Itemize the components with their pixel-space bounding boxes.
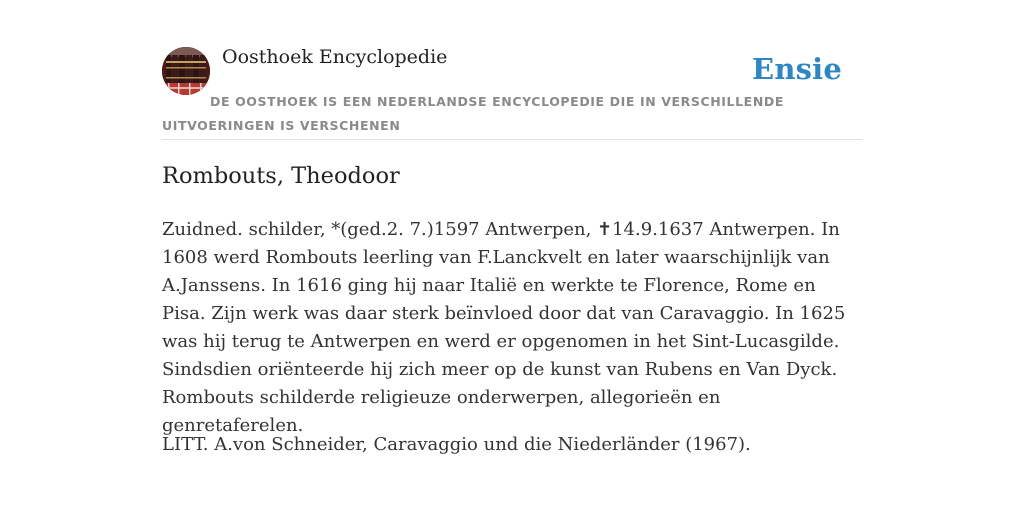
article-literature: LITT. A.von Schneider, Caravaggio und die Niederländer (1967). — [162, 434, 751, 455]
article-title: Rombouts, Theodoor — [162, 163, 400, 189]
page — [162, 0, 862, 455]
article-body: Zuidned. schilder, *(ged.2. 7.)1597 Antwerpen, ✝14.9.1637 Antwerpen. In 1608 werd Rombouts leerling van F.Lanckvelt en later waarschijnlijk van A.Janssens. In 1616 ging hij naar Italië en werkte te Florence, Rome en Pisa. Zijn werk was daar sterk beïnvloed door dat van Caravaggio. In 1625 was hij terug te Antwerpen en werd er opgenomen in het Sint-Lucasgilde. Sindsdien oriënteerde hij zich meer op de kunst van Rubens en Van Dyck. Rombouts schilderde religieuze onderwerpen, allegorieën en genretaferelen. — [162, 219, 846, 436]
site-header — [162, 0, 862, 140]
ensie-logo-link[interactable]: Ensie — [752, 52, 842, 86]
encyclopedia-books-icon[interactable] — [162, 47, 210, 95]
site-tagline: DE OOSTHOEK IS EEN NEDERLANDSE ENCYCLOPEDIE DIE IN VERSCHILLENDE UITVOERINGEN IS VERSCHENEN — [162, 94, 784, 133]
site-title-link[interactable]: Oosthoek Encyclopedie — [222, 46, 448, 68]
